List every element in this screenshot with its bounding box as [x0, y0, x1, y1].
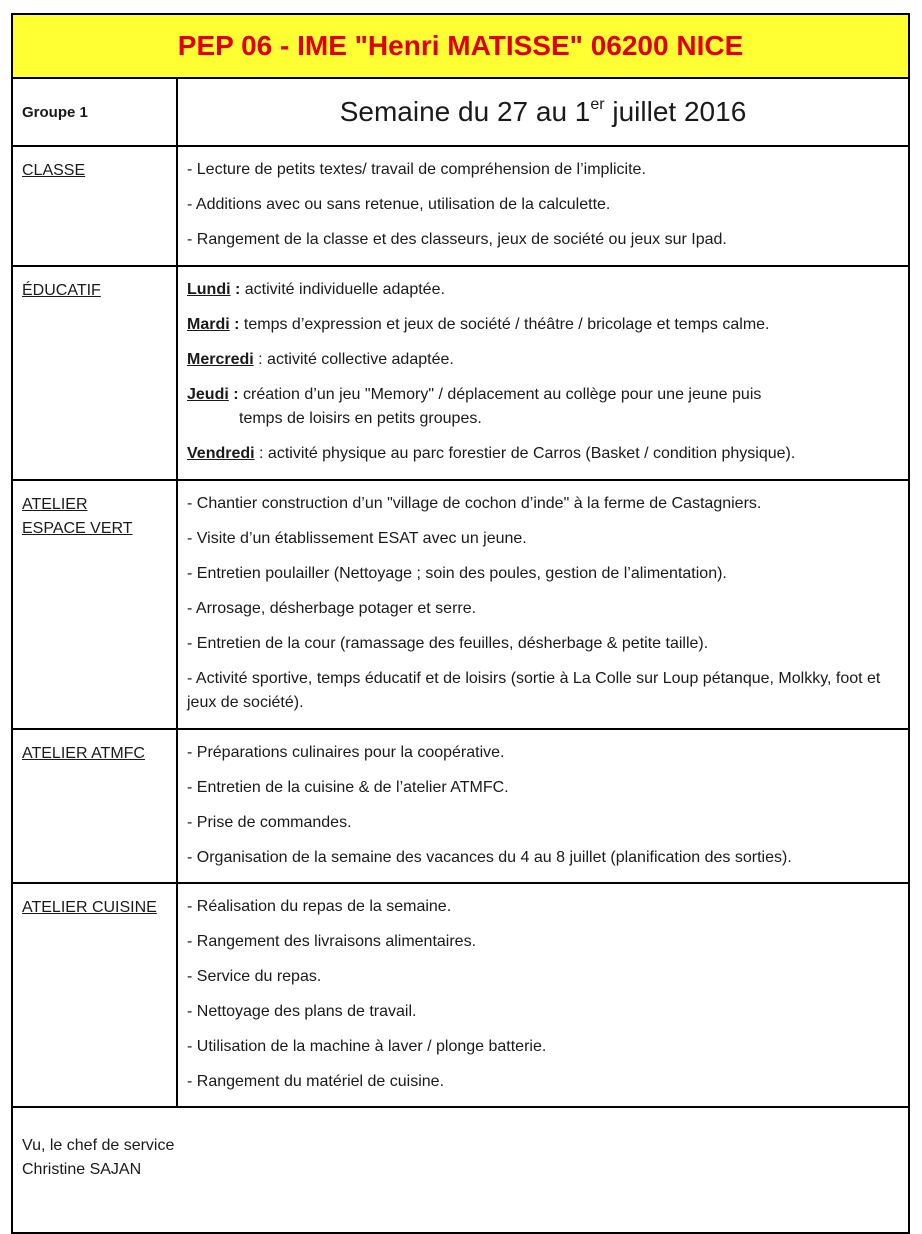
signature-block: [12, 1107, 909, 1233]
section-label-cuisine: ATELIER CUISINE: [12, 883, 177, 1107]
day-text: : activité physique au parc forestier de Carros (Basket / condition physique).: [254, 445, 796, 462]
planning-table: [11, 13, 910, 1234]
day-name: Vendredi: [187, 445, 255, 462]
week-row: [12, 78, 909, 146]
list-item: - Réalisation du repas de la semaine.: [187, 898, 452, 915]
signature-name: Christine SAJAN: [22, 1161, 142, 1178]
day-item-mardi: [187, 313, 898, 337]
day-name: Jeudi: [187, 386, 229, 403]
list-item: - Prise de commandes.: [187, 814, 352, 831]
list-item: - Visite d’un établissement ESAT avec un jeune.: [187, 530, 527, 547]
planning-sheet: [11, 13, 908, 1234]
section-content-atmfc: [177, 729, 909, 883]
day-item-jeudi: [187, 383, 898, 431]
list-item: - Rangement des livraisons alimentaires.: [187, 933, 477, 950]
list-item: - Utilisation de la machine à laver / plonge batterie.: [187, 1038, 547, 1055]
section-content-cuisine: [177, 883, 909, 1107]
section-label-espace-vert: ATELIER ESPACE VERT: [12, 480, 177, 729]
list-item: - Rangement du matériel de cuisine.: [187, 1073, 445, 1090]
list-item: - Organisation de la semaine des vacances du 4 au 8 juillet (planification des sorties).: [187, 849, 792, 866]
list-item: - Nettoyage des plans de travail.: [187, 1003, 417, 1020]
week-superscript: er: [590, 96, 605, 113]
day-item-vendredi: [187, 442, 898, 466]
day-item-mercredi: [187, 348, 898, 372]
day-text: : activité collective adaptée.: [253, 351, 454, 368]
section-label-atmfc: ATELIER ATMFC: [12, 729, 177, 883]
section-label-educatif: ÉDUCATIF: [12, 266, 177, 480]
page-title: PEP 06 - IME "Henri MATISSE" 06200 NICE: [177, 30, 744, 61]
day-name: Mardi: [187, 316, 230, 333]
week-heading: [177, 78, 909, 146]
list-item: - Additions avec ou sans retenue, utilisation de la calculette.: [187, 196, 611, 213]
title-banner: [12, 14, 909, 78]
week-suffix: juillet 2016: [604, 96, 747, 127]
section-cuisine: [12, 883, 909, 1107]
list-item: - Activité sportive, temps éducatif et de loisirs (sortie à La Colle sur Loup pétanque, Molkky, foot et jeux de société).: [187, 670, 881, 711]
list-item: - Rangement de la classe et des classeurs, jeux de société ou jeux sur Ipad.: [187, 231, 727, 248]
title-row: [12, 14, 909, 78]
day-name: Lundi: [187, 281, 231, 298]
list-item: - Entretien de la cuisine & de l’atelier ATMFC.: [187, 779, 509, 796]
list-item: - Service du repas.: [187, 968, 322, 985]
section-espace-vert: [12, 480, 909, 729]
day-separator: :: [229, 316, 240, 333]
list-item: - Chantier construction d’un "village de cochon d’inde" à la ferme de Castagniers.: [187, 495, 762, 512]
section-content-espace-vert: [177, 480, 909, 729]
section-content-classe: [177, 146, 909, 266]
week-prefix: Semaine du 27 au 1: [339, 96, 591, 127]
signature-role: Vu, le chef de service: [22, 1137, 175, 1154]
group-label: Groupe 1: [12, 78, 177, 146]
footer-row: [12, 1107, 909, 1233]
day-name: Mercredi: [187, 351, 254, 368]
day-item-lundi: [187, 278, 898, 302]
day-separator: :: [228, 386, 239, 403]
day-separator: :: [230, 281, 241, 298]
day-text: création d’un jeu "Memory" / déplacement au collège pour une jeune puis: [238, 386, 762, 403]
section-atmfc: [12, 729, 909, 883]
section-label-classe: CLASSE: [12, 146, 177, 266]
section-content-educatif: [177, 266, 909, 480]
list-item: - Arrosage, désherbage potager et serre.: [187, 600, 477, 617]
list-item: - Entretien de la cour (ramassage des feuilles, désherbage & petite taille).: [187, 635, 709, 652]
section-educatif: [12, 266, 909, 480]
day-text-continued: temps de loisirs en petits groupes.: [239, 410, 482, 427]
day-text: temps d’expression et jeux de société / théâtre / bricolage et temps calme.: [239, 316, 770, 333]
list-item: - Entretien poulailler (Nettoyage ; soin des poules, gestion de l’alimentation).: [187, 565, 727, 582]
list-item: - Préparations culinaires pour la coopérative.: [187, 744, 505, 761]
section-classe: [12, 146, 909, 266]
list-item: - Lecture de petits textes/ travail de compréhension de l’implicite.: [187, 161, 646, 178]
day-text: activité individuelle adaptée.: [240, 281, 445, 298]
